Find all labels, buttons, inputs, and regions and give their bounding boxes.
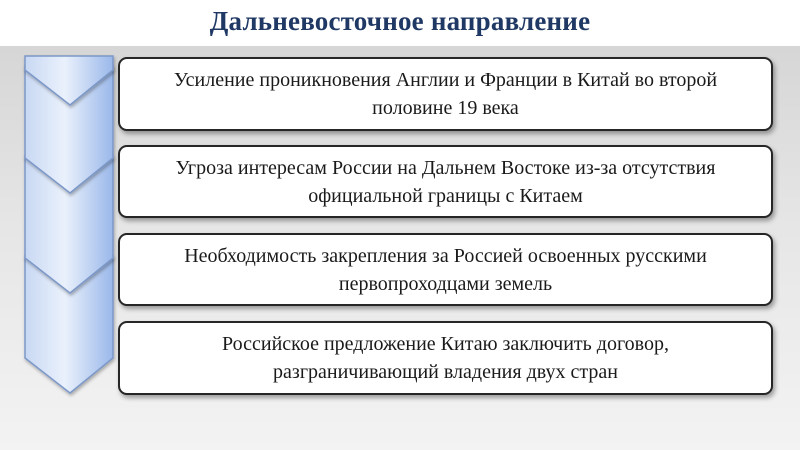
step-box-1 xyxy=(118,57,773,131)
step-box-4 xyxy=(118,321,773,395)
step-text-1: Усиление проникновения Англии и Франции в Китай во второй половине 19 века xyxy=(173,69,718,119)
page-title: Дальневосточное направление xyxy=(209,6,591,36)
step-text-3: Необходимость закрепления за Россией освоенных русскими первопроходцами земель xyxy=(184,244,707,295)
step-box-2 xyxy=(118,145,773,218)
step-text-4: Российское предложение Китаю заключить договор, разграничивающий владения двух стран xyxy=(222,333,669,383)
step-text-2: Угроза интересам России на Дальнем Востоке из-за отсутствия официальной границы с Китаем xyxy=(175,156,716,207)
step-box-3 xyxy=(118,233,773,306)
